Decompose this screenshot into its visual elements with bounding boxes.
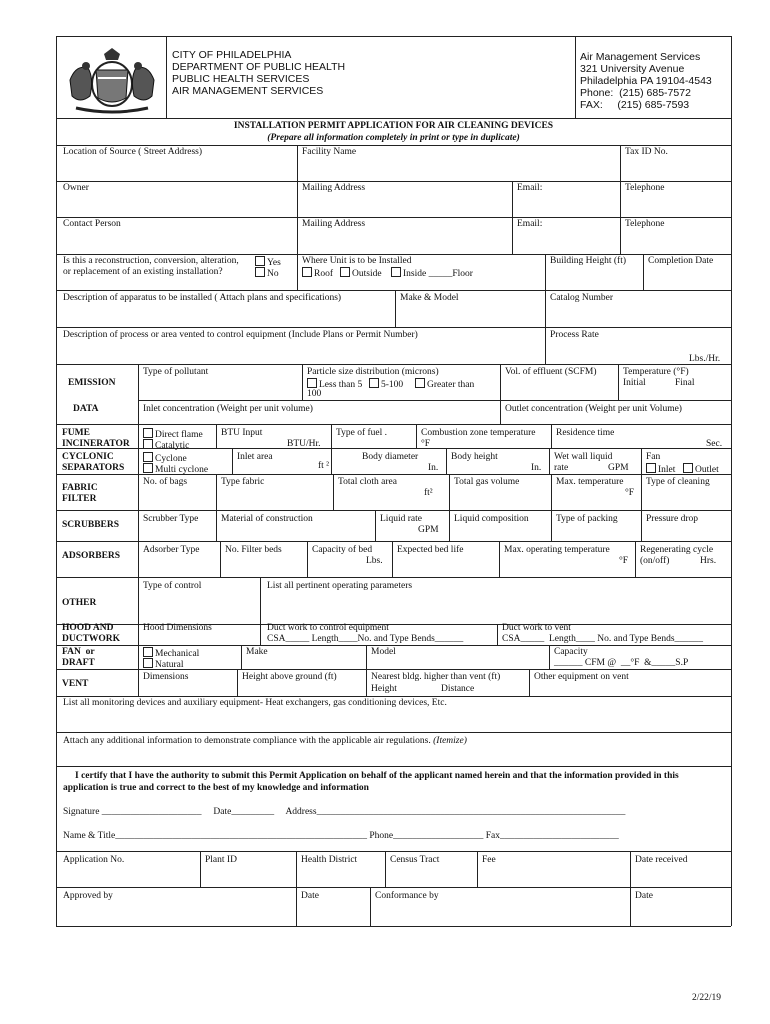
fan-outlet-checkbox[interactable]: Outlet xyxy=(683,463,719,476)
packing-label[interactable]: Type of packing xyxy=(556,514,618,524)
vent-height-label[interactable]: Height above ground (ft) xyxy=(242,672,337,682)
border-left xyxy=(56,36,57,926)
btu-input-label[interactable]: BTU Input xyxy=(221,428,263,438)
application-no-label[interactable]: Application No. xyxy=(63,855,125,865)
dept-line-1: CITY OF PHILADELPHIA xyxy=(172,49,292,61)
mailing-label-1[interactable]: Mailing Address xyxy=(302,183,366,193)
max-temp-unit: °F xyxy=(625,488,635,498)
rate-label: rate xyxy=(554,463,569,473)
where-unit-label: Where Unit is to be Installed xyxy=(302,256,412,266)
certify-line-1: I certify that I have the authority to submit this Permit Application on behalf of the applicant named herein and that the information provided in this xyxy=(75,771,679,781)
checkbox-icon xyxy=(415,378,425,388)
nearest-bldg-label: Nearest bldg. higher than vent (ft) xyxy=(371,672,501,682)
regen-cycle-label[interactable]: Regenerating cycle xyxy=(640,545,714,555)
signature-line[interactable]: Signature _____________________ Date_________ Address_________________________________________________________________ xyxy=(63,807,626,817)
greater-than-checkbox[interactable]: Greater than xyxy=(415,378,474,391)
fan-inlet-checkbox[interactable]: Inlet xyxy=(646,463,675,476)
body-height-unit: In. xyxy=(531,463,542,473)
monitoring-label[interactable]: List all monitoring devices and auxiliary equipment- Heat exchangers, gas conditioning devices, Etc. xyxy=(63,698,447,708)
completion-date-label[interactable]: Completion Date xyxy=(648,256,714,266)
emission-label: EMISSION xyxy=(68,378,116,388)
telephone-label-1[interactable]: Telephone xyxy=(625,183,665,193)
checkbox-icon xyxy=(255,267,265,277)
fume-label-1: FUME xyxy=(62,428,90,438)
border-bottom xyxy=(56,926,731,927)
bags-label[interactable]: No. of bags xyxy=(143,477,188,487)
checkbox-icon xyxy=(143,428,153,438)
fabric-type-label[interactable]: Type fabric xyxy=(221,477,265,487)
liquid-rate-label[interactable]: Liquid rate xyxy=(380,514,422,524)
health-district-label[interactable]: Health District xyxy=(301,855,358,865)
fan-model-label[interactable]: Model xyxy=(371,647,396,657)
address-line-4: Phone: (215) 685-7572 xyxy=(580,87,691,99)
date-received-label[interactable]: Date received xyxy=(635,855,688,865)
bed-capacity-label[interactable]: Capacity of bed xyxy=(312,545,373,555)
tax-id-label[interactable]: Tax ID No. xyxy=(625,147,668,157)
on-off-label: (on/off) xyxy=(640,556,670,566)
max-temp-label[interactable]: Max. temperature xyxy=(556,477,624,487)
other-label: OTHER xyxy=(62,598,97,608)
adsorbers-label: ADSORBERS xyxy=(62,551,121,561)
control-type-label[interactable]: Type of control xyxy=(143,581,202,591)
form-subtitle: (Prepare all information completely in print or type in duplicate) xyxy=(267,133,520,143)
name-title-line[interactable]: Name & Title_____________________________________________________ Phone___________________ Fax_________________________ xyxy=(63,831,619,841)
building-height-label[interactable]: Building Height (ft) xyxy=(550,256,626,266)
body-height-label[interactable]: Body height xyxy=(451,452,498,462)
address-line-2: 321 University Avenue xyxy=(580,63,685,75)
city-seal-logo xyxy=(66,44,158,116)
certify-line-2: application is true and correct to the best of my knowledge and information xyxy=(63,783,369,793)
fee-label[interactable]: Fee xyxy=(482,855,496,865)
no-checkbox[interactable]: No xyxy=(255,267,279,280)
gas-volume-label[interactable]: Total gas volume xyxy=(454,477,520,487)
dept-line-3: PUBLIC HEALTH SERVICES xyxy=(172,73,310,85)
combustion-temp-label[interactable]: Combustion zone temperature xyxy=(421,428,536,438)
liquid-rate-unit: GPM xyxy=(418,525,439,535)
body-diameter-unit: In. xyxy=(428,463,439,473)
dept-line-2: DEPARTMENT OF PUBLIC HEALTH xyxy=(172,61,346,73)
cleaning-type-label[interactable]: Type of cleaning xyxy=(646,477,710,487)
particle-size-label: Particle size distribution (microns) xyxy=(307,367,439,377)
email-label-2[interactable]: Email: xyxy=(517,219,543,229)
attach-label[interactable]: Attach any additional information to demonstrate compliance with the applicable air regulations. (Itemize) xyxy=(63,736,467,746)
conformance-label[interactable]: Conformance by xyxy=(375,891,439,901)
cloth-area-label[interactable]: Total cloth area xyxy=(338,477,397,487)
mailing-label-2[interactable]: Mailing Address xyxy=(302,219,366,229)
bed-life-label[interactable]: Expected bed life xyxy=(397,545,464,555)
adsorber-type-label[interactable]: Adsorber Type xyxy=(143,545,200,555)
checkbox-icon xyxy=(143,647,153,657)
fuel-type-label[interactable]: Type of fuel . xyxy=(336,428,388,438)
dept-line-4: AIR MANAGEMENT SERVICES xyxy=(172,85,324,97)
checkbox-icon xyxy=(646,463,656,473)
cyclonic-label-2: SEPARATORS xyxy=(62,463,125,473)
less-than-5-checkbox[interactable]: Less than 5 xyxy=(307,378,362,391)
form-title: INSTALLATION PERMIT APPLICATION FOR AIR CLEANING DEVICES xyxy=(233,121,554,131)
duct-vent-label: Duct work to vent xyxy=(502,623,571,633)
address-line-5: FAX: (215) 685-7593 xyxy=(580,99,690,111)
contact-label[interactable]: Contact Person xyxy=(63,219,121,229)
temperature-label: Temperature (°F) xyxy=(623,367,689,377)
inlet-area-unit: ft ² xyxy=(318,461,330,471)
conformance-date-label[interactable]: Date xyxy=(635,891,653,901)
hood-dimensions-label[interactable]: Hood Dimensions xyxy=(143,623,212,633)
checkbox-icon xyxy=(683,463,693,473)
checkbox-icon xyxy=(143,463,153,473)
footer-date: 2/22/19 xyxy=(692,993,722,1003)
liquid-composition-label[interactable]: Liquid composition xyxy=(454,514,529,524)
border-top xyxy=(56,36,731,37)
combustion-deg-unit: °F xyxy=(421,439,431,449)
outlet-concentration-label[interactable]: Outlet concentration (Weight per unit Volume) xyxy=(505,404,682,414)
initial-label[interactable]: Initial xyxy=(623,378,646,388)
material-label[interactable]: Material of construction xyxy=(221,514,313,524)
hrs-unit: Hrs. xyxy=(700,556,717,566)
duct-vent-csa[interactable]: CSA_____ Length____ No. and Type Bends______ xyxy=(502,634,704,644)
lbs-hr-unit: Lbs./Hr. xyxy=(689,354,721,364)
vol-effluent-label[interactable]: Vol. of effluent (SCFM) xyxy=(505,367,597,377)
hood-label-2: DUCTWORK xyxy=(62,634,121,644)
mechanical-checkbox[interactable]: Mechanical xyxy=(143,647,199,660)
fan-capacity-label: Capacity xyxy=(554,647,588,657)
apparatus-label[interactable]: Description of apparatus to be installed ( Attach plans and specifications) xyxy=(63,293,342,303)
data-label: DATA xyxy=(73,404,99,414)
nearest-distance-label[interactable]: Distance xyxy=(441,684,475,694)
outside-checkbox[interactable]: Outside xyxy=(340,267,382,280)
process-rate-label[interactable]: Process Rate xyxy=(550,330,599,340)
range-5-100-checkbox[interactable]: 5-100 xyxy=(369,378,403,391)
gpm-unit: GPM xyxy=(608,463,629,473)
operating-params-label[interactable]: List all pertinent operating parameters xyxy=(267,581,413,591)
plant-id-label[interactable]: Plant ID xyxy=(205,855,237,865)
btu-hr-unit: BTU/Hr. xyxy=(287,439,321,449)
checkbox-icon xyxy=(143,658,153,668)
multi-cyclone-checkbox[interactable]: Multi cyclone xyxy=(143,463,208,476)
yes-checkbox[interactable]: Yes xyxy=(255,256,281,269)
inside-checkbox[interactable]: Inside _____Floor xyxy=(391,267,473,280)
max-op-temp-unit: °F xyxy=(619,556,629,566)
owner-label[interactable]: Owner xyxy=(63,183,89,193)
pressure-drop-label[interactable]: Pressure drop xyxy=(646,514,698,524)
nearest-height-label[interactable]: Height xyxy=(371,684,397,694)
cyclonic-label-1: CYCLONIC xyxy=(62,452,114,462)
census-tract-label[interactable]: Census Tract xyxy=(390,855,440,865)
hood-label-1: HOOD AND xyxy=(62,623,114,633)
address-line-3: Philadelphia PA 19104-4543 xyxy=(580,75,712,87)
natural-checkbox[interactable]: Natural xyxy=(143,658,184,671)
fan-make-label[interactable]: Make xyxy=(246,647,268,657)
duct-control-label: Duct work to control equipment xyxy=(267,623,389,633)
residence-time-label[interactable]: Residence time xyxy=(556,428,615,438)
approval-date-label[interactable]: Date xyxy=(301,891,319,901)
filter-beds-label[interactable]: No. Filter beds xyxy=(225,545,282,555)
scrubbers-label: SCRUBBERS xyxy=(62,520,120,530)
checkbox-icon xyxy=(255,256,265,266)
fan-draft-label-2: DRAFT xyxy=(62,658,95,668)
catalytic-checkbox[interactable]: Catalytic xyxy=(143,439,189,452)
checkbox-icon xyxy=(307,378,317,388)
make-model-label[interactable]: Make & Model xyxy=(400,293,459,303)
checkbox-icon xyxy=(369,378,379,388)
inlet-concentration-label[interactable]: Inlet concentration (Weight per unit volume) xyxy=(143,404,313,414)
inlet-area-label[interactable]: Inlet area xyxy=(237,452,273,462)
other-equipment-label[interactable]: Other equipment on vent xyxy=(534,672,629,682)
roof-checkbox[interactable]: Roof xyxy=(302,267,333,280)
bed-capacity-unit: Lbs. xyxy=(366,556,383,566)
location-label[interactable]: Location of Source ( Street Address) xyxy=(63,147,203,157)
approved-by-label[interactable]: Approved by xyxy=(63,891,113,901)
catalog-label[interactable]: Catalog Number xyxy=(550,293,614,303)
telephone-label-2[interactable]: Telephone xyxy=(625,219,665,229)
process-label[interactable]: Description of process or area vented to control equipment (Include Plans or Permit Number) xyxy=(63,330,418,340)
fabric-label-2: FILTER xyxy=(62,494,97,504)
pollutant-label[interactable]: Type of pollutant xyxy=(143,367,209,377)
email-label-1[interactable]: Email: xyxy=(517,183,543,193)
fan-label: Fan xyxy=(646,452,661,462)
checkbox-icon xyxy=(143,452,153,462)
border-right xyxy=(731,36,732,926)
facility-label[interactable]: Facility Name xyxy=(302,147,357,157)
reconstruction-question-1: Is this a reconstruction, conversion, alteration, xyxy=(63,256,239,266)
checkbox-icon xyxy=(302,267,312,277)
hundred-label: 100 xyxy=(307,389,322,399)
reconstruction-question-2: or replacement of an existing installation? xyxy=(63,267,223,277)
address-line-1: Air Management Services xyxy=(580,51,701,63)
cloth-area-unit: ft² xyxy=(424,488,433,498)
checkbox-icon xyxy=(391,267,401,277)
fan-cfm-field[interactable]: ______ CFM @ __°F &_____S.P xyxy=(554,658,689,668)
sec-unit: Sec. xyxy=(706,439,723,449)
max-op-temp-label[interactable]: Max. operating temperature xyxy=(504,545,610,555)
body-diameter-label[interactable]: Body diameter xyxy=(362,452,419,462)
scrubber-type-label[interactable]: Scrubber Type xyxy=(143,514,199,524)
vent-label: VENT xyxy=(62,679,89,689)
checkbox-icon xyxy=(340,267,350,277)
vent-dimensions-label[interactable]: Dimensions xyxy=(143,672,189,682)
final-label[interactable]: Final xyxy=(675,378,695,388)
fume-label-2: INCINERATOR xyxy=(62,439,130,449)
direct-flame-checkbox[interactable]: Direct flame xyxy=(143,428,203,441)
wet-wall-label[interactable]: Wet wall liquid xyxy=(554,452,613,462)
fabric-label-1: FABRIC xyxy=(62,483,98,493)
cyclone-checkbox[interactable]: Cyclone xyxy=(143,452,187,465)
duct-control-csa[interactable]: CSA_____ Length____No. and Type Bends______ xyxy=(267,634,464,644)
fan-draft-label-1: FAN or xyxy=(62,647,95,657)
